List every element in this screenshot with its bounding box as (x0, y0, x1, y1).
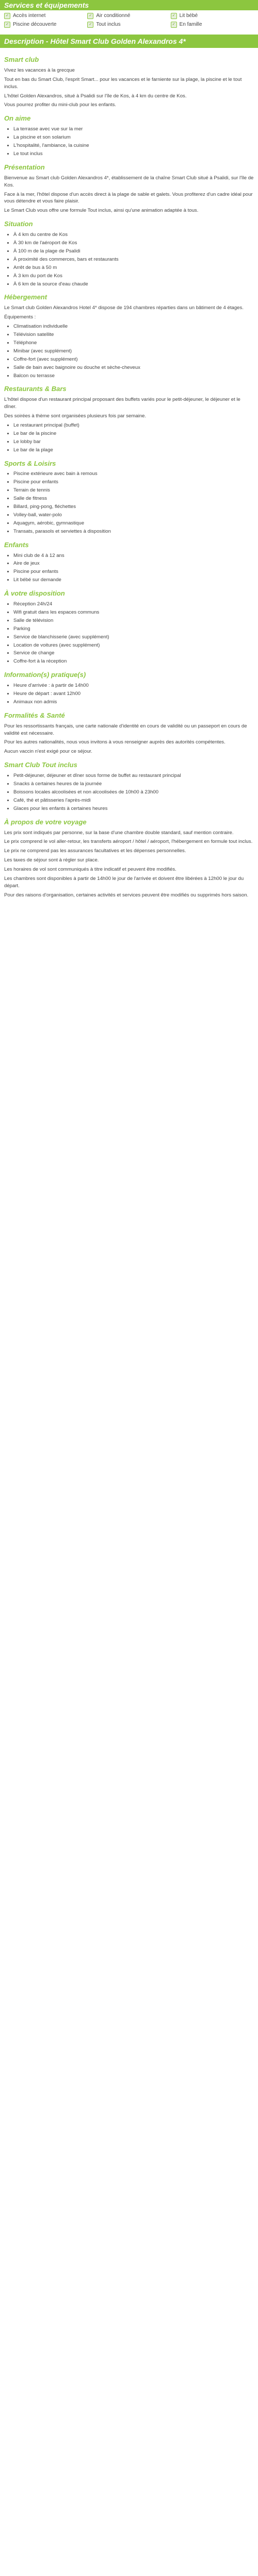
service-label: Lit bébé (179, 12, 198, 19)
section-list (4, 231, 254, 287)
list-item: • Salle de fitness (13, 495, 254, 502)
list-item: • Balcon ou terrasse (13, 372, 254, 380)
section-paragraph: Des soirées à thème sont organisées plusieurs fois par semaine. (4, 413, 147, 419)
description-section (4, 459, 254, 535)
services-title: Services et équipements (0, 0, 258, 10)
list-item: • Service de blanchisserie (avec supplément) (13, 634, 254, 641)
list-item: • Salle de télévision (13, 617, 254, 624)
list-item: • Wifi gratuit dans les espaces communs (13, 609, 254, 616)
list-item: • Le restaurant principal (buffet) (13, 422, 254, 429)
list-item: • Snacks à certaines heures de la journée (13, 781, 254, 788)
list-item: • Heure d'arrivée : à partir de 14h00 (13, 682, 254, 689)
list-item: • Piscine pour enfants (13, 479, 254, 486)
description-section (4, 114, 254, 157)
list-item: • À 30 km de l'aéroport de Kos (13, 240, 254, 247)
list-item: • Terrain de tennis (13, 487, 254, 494)
list-item: • Petit-déjeuner, déjeuner et dîner sous forme de buffet au restaurant principal (13, 772, 254, 779)
list-item: • Piscine pour enfants (13, 568, 254, 575)
list-item: • Volley-ball, water-polo (13, 512, 254, 519)
section-heading: À votre disposition (4, 589, 65, 598)
section-paragraph: Les taxes de séjour sont à régler sur place. (4, 857, 99, 863)
section-paragraph: Le prix ne comprend pas les assurances facultatives et les dépenses personnelles. (4, 848, 186, 854)
section-list (4, 422, 254, 454)
list-item: • Coffre-fort (avec supplément) (13, 356, 254, 363)
list-item: • Aire de jeux (13, 560, 254, 567)
list-item: • Le lobby bar (13, 438, 254, 446)
service-label: Accès internet (13, 12, 46, 19)
list-item: • Réception 24h/24 (13, 601, 254, 608)
hotel-title: Description - Hôtel Smart Club Golden Alexandros 4* (4, 37, 186, 45)
description-section (4, 55, 254, 109)
service-item (87, 21, 170, 28)
list-item: • Arrêt de bus à 50 m (13, 264, 254, 272)
section-paragraph: Face à la mer, l'hôtel dispose d'un accès direct à la plage de sable et galets. Vous profiterez d'un cadre idéal pour vous détendre et vous faire plaisir. (4, 191, 253, 205)
section-paragraph: Le Smart club Golden Alexandros Hotel 4* dispose de 194 chambres réparties dans un bâtiment de 4 étages. (4, 305, 244, 311)
service-item (171, 12, 254, 20)
section-paragraph: Pour les ressortissants français, une carte nationale d'identité en cours de validité ou un passeport en cours de validité est nécessaire. (4, 723, 247, 736)
section-heading: À propos de votre voyage (4, 818, 87, 826)
list-item: • À 6 km de la source d'eau chaude (13, 281, 254, 288)
section-heading: Restaurants & Bars (4, 385, 67, 393)
section-paragraph: Les prix sont indiqués par personne, sur la base d'une chambre double standard, sauf mention contraire. (4, 829, 234, 836)
section-heading: Formalités & Santé (4, 711, 65, 719)
list-item: • Salle de bain avec baignoire ou douche et sèche-cheveux (13, 364, 254, 371)
list-item: • Lit bébé sur demande (13, 577, 254, 584)
list-item: • Aquagym, aérobic, gymnastique (13, 520, 254, 527)
list-item: • À 4 km du centre de Kos (13, 231, 254, 239)
description-content (0, 48, 258, 903)
section-paragraph: L'hôtel Golden Alexandros, situé à Psalidi sur l'île de Kos, à 4 km du centre de Kos. (4, 93, 187, 99)
section-paragraph: Bienvenue au Smart club Golden Alexandros 4*, établissement de la chaîne Smart Club situé à Psalidi, sur l'île de Kos. (4, 175, 254, 188)
section-paragraph: Les chambres sont disponibles à partir de 14h00 le jour de l'arrivée et doivent être libérées à 12h00 le jour du départ. (4, 876, 244, 889)
list-item: • À 3 km du port de Kos (13, 273, 254, 280)
list-item: • Billard, ping-pong, fléchettes (13, 503, 254, 511)
description-section (4, 219, 254, 287)
pool-icon: ✓ (4, 22, 10, 28)
services-grid (0, 10, 258, 30)
list-item: • Climatisation individuelle (13, 323, 254, 330)
section-paragraph: L'hôtel dispose d'un restaurant principal proposant des buffets variés pour le petit-déjeuner, le déjeuner et le dîner. (4, 397, 240, 410)
section-list (4, 601, 254, 665)
section-paragraph: Les horaires de vol sont communiqués à titre indicatif et peuvent être modifiés. (4, 867, 176, 873)
description-section (4, 589, 254, 665)
list-item: • Coffre-fort à la réception (13, 658, 254, 665)
list-item: • Le tout inclus (13, 150, 254, 158)
list-item: • Mini club de 4 à 12 ans (13, 552, 254, 560)
service-label: Piscine découverte (13, 21, 57, 27)
description-section (4, 711, 254, 755)
list-item: • Location de voitures (avec supplément) (13, 642, 254, 649)
section-paragraph: Vivez les vacances à la grecque (4, 67, 75, 73)
service-label: Tout inclus (96, 21, 121, 27)
description-section (4, 670, 254, 706)
section-heading: Hébergement (4, 293, 47, 301)
section-heading: Sports & Loisirs (4, 459, 56, 467)
list-item: • Café, thé et pâtisseries l'après-midi (13, 797, 254, 804)
section-list (4, 552, 254, 584)
section-paragraph: Le Smart Club vous offre une formule Tout inclus, ainsi qu'une animation adaptée à tous. (4, 208, 199, 214)
section-heading: Information(s) pratique(s) (4, 671, 86, 679)
section-paragraph: Tout en bas du Smart Club, l'esprit Smart... pour les vacances et le farniente sur la plage, la piscine et le tout inclus. (4, 76, 242, 90)
section-heading: Situation (4, 220, 33, 228)
section-list (4, 126, 254, 158)
section-heading: Enfants (4, 540, 29, 549)
list-item: • L'hospitalité, l'ambiance, la cuisine (13, 142, 254, 149)
section-list (4, 470, 254, 535)
section-paragraph: Aucun vaccin n'est exigé pour ce séjour. (4, 749, 92, 755)
list-item: • Le bar de la plage (13, 447, 254, 454)
list-item: • Minibar (avec supplément) (13, 348, 254, 355)
section-paragraph: Pour des raisons d'organisation, certaines activités et services peuvent être modifiés ou supprimés hors saison. (4, 892, 249, 898)
section-paragraph: Pour les autres nationalités, nous vous invitons à vous renseigner auprès des autorités compétentes. (4, 739, 225, 745)
list-item: • La terrasse avec vue sur la mer (13, 126, 254, 133)
section-list (4, 772, 254, 812)
description-section (4, 540, 254, 584)
section-heading: Smart club (4, 56, 39, 63)
list-item: • Parking (13, 625, 254, 633)
section-list (4, 682, 254, 706)
service-item (87, 12, 170, 20)
section-heading: Smart Club Tout inclus (4, 761, 77, 769)
list-item: • Animaux non admis (13, 699, 254, 706)
list-item: • La piscine et son solarium (13, 134, 254, 141)
section-paragraph: Le prix comprend le vol aller-retour, les transferts aéroport / hôtel / aéroport, l'hébergement en formule tout inclus. (4, 839, 253, 845)
description-section (4, 760, 254, 812)
service-item (4, 21, 87, 28)
service-label: En famille (179, 21, 202, 27)
section-heading: On aime (4, 114, 31, 123)
list-item: • Glaces pour les enfants à certaines heures (13, 805, 254, 812)
star-icon: ✓ (87, 22, 93, 28)
list-item: • Boissons locales alcoolisées et non alcoolisées de 10h00 à 23h00 (13, 789, 254, 796)
list-item: • Transats, parasols et serviettes à disposition (13, 528, 254, 535)
wifi-icon: ✓ (4, 13, 10, 19)
description-section (4, 293, 254, 379)
crib-icon: ✓ (171, 13, 177, 19)
list-item: • À 100 m de la plage de Psalidi (13, 248, 254, 255)
list-item: • Télévision satellite (13, 331, 254, 338)
list-item: • Téléphone (13, 340, 254, 347)
service-item (171, 21, 254, 28)
service-label: Air conditionné (96, 12, 131, 19)
list-item: • Service de change (13, 650, 254, 657)
description-section (4, 818, 254, 899)
section-heading: Présentation (4, 163, 45, 171)
description-section (4, 163, 254, 214)
list-item: • Heure de départ : avant 12h00 (13, 690, 254, 698)
section-paragraph: Équipements : (4, 314, 36, 320)
section-paragraph: Vous pourrez profiter du mini-club pour les enfants. (4, 102, 117, 108)
service-item (4, 12, 87, 20)
family-icon: ✓ (171, 22, 177, 28)
list-item: • Piscine extérieure avec bain à remous (13, 470, 254, 478)
list-item: • À proximité des commerces, bars et restaurants (13, 256, 254, 263)
section-list (4, 323, 254, 379)
snowflake-icon: ✓ (87, 13, 93, 19)
description-header (0, 35, 258, 48)
list-item: • Le bar de la piscine (13, 430, 254, 437)
description-section (4, 384, 254, 453)
